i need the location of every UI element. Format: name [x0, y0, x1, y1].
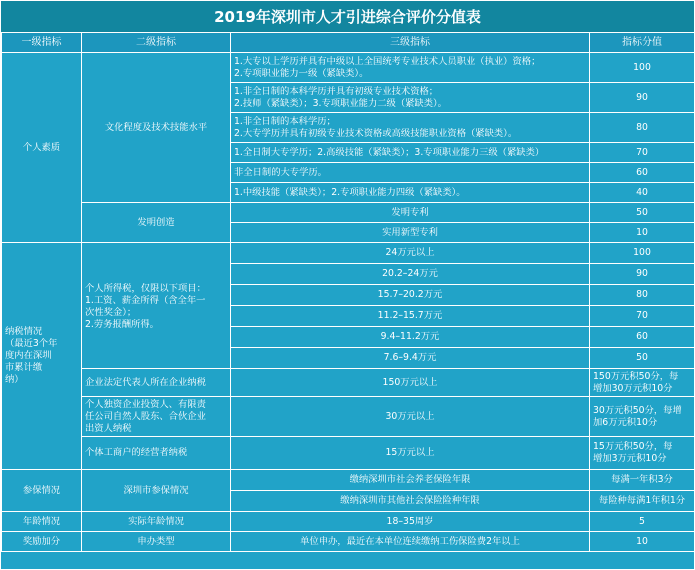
- table-row: [2, 397, 695, 437]
- text-line: 纳税情况: [5, 326, 43, 337]
- level3-cell: 单位申办，最近在本单位连续缴纳工伤保险费2年以上: [231, 532, 590, 552]
- score-cell: 70: [590, 306, 695, 327]
- level3-cell: [231, 53, 590, 83]
- header-level2: 二级指标: [82, 33, 231, 53]
- text-line: 2.大专学历并具有初级专业技术资格或高级技能职业资格（紧缺类）。: [234, 127, 518, 139]
- header-row: [2, 33, 695, 53]
- text-line: 1.非全日制的本科学历并具有初级专业技术资格；: [234, 85, 439, 97]
- text-line: 15万元积50分，每: [593, 441, 673, 452]
- level3-cell: 11.2–15.7万元: [231, 306, 590, 327]
- level2-individual: 个体工商户的经营者纳税: [82, 437, 231, 470]
- score-cell: 10: [590, 532, 695, 552]
- text-line: 2.技师（紧缺类）；3.专项职业能力二级（紧缺类）。: [234, 97, 447, 109]
- level2-education: 文化程度及技术技能水平: [82, 53, 231, 203]
- table-row: [2, 512, 695, 532]
- text-line: 纳）: [5, 374, 24, 385]
- score-cell: 50: [590, 203, 695, 223]
- level3-cell: 1.中级技能（紧缺类）；2.专项职业能力四级（紧缺类）。: [231, 183, 590, 203]
- level3-cell: 15.7–20.2万元: [231, 285, 590, 306]
- level1-personal: 个人素质: [2, 53, 82, 243]
- score-cell: [590, 397, 695, 437]
- level2-income-tax: [82, 243, 231, 369]
- table-row: [2, 437, 695, 470]
- score-cell: 80: [590, 285, 695, 306]
- level2-age: 实际年龄情况: [82, 512, 231, 532]
- level3-cell: 7.6–9.4万元: [231, 348, 590, 369]
- level3-cell: 9.4–11.2万元: [231, 327, 590, 348]
- level1-age: 年龄情况: [2, 512, 82, 532]
- level3-cell: 18–35周岁: [231, 512, 590, 532]
- text-line: （最近3个年: [5, 338, 58, 349]
- text-line: 增加3万元积10分: [593, 453, 667, 464]
- text-line: 次性奖金）；: [85, 307, 137, 318]
- score-cell: 90: [590, 83, 695, 113]
- level3-cell: 15万元以上: [231, 437, 590, 470]
- level3-cell: 发明专利: [231, 203, 590, 223]
- level3-cell: 实用新型专利: [231, 223, 590, 243]
- text-line: 度内在深圳: [5, 350, 52, 361]
- header-level3: 三级指标: [231, 33, 590, 53]
- level1-insurance: 参保情况: [2, 470, 82, 512]
- level3-cell: 20.2–24万元: [231, 264, 590, 285]
- text-line: 增加30万元积10分: [593, 382, 673, 394]
- level1-bonus: 奖励加分: [2, 532, 82, 552]
- text-line: 市累计缴: [5, 362, 43, 373]
- text-line: 任公司自然人股东、合伙企业: [85, 410, 206, 422]
- level2-legal-rep: 企业法定代表人所在企业纳税: [82, 369, 231, 397]
- score-cell: 40: [590, 183, 695, 203]
- score-table: [1, 32, 695, 552]
- score-cell: 10: [590, 223, 695, 243]
- level2-partner: [82, 397, 231, 437]
- level3-cell: 1.全日制大专学历；2.高级技能（紧缺类）；3.专项职业能力三级（紧缺类）: [231, 143, 590, 163]
- table-row: [2, 369, 695, 397]
- text-line: 2.专项职业能力一级（紧缺类）。: [234, 67, 369, 79]
- score-cell: 每满一年积3分: [590, 470, 695, 491]
- text-line: 加6万元积10分: [593, 416, 658, 428]
- level3-cell: 150万元以上: [231, 369, 590, 397]
- score-cell: 80: [590, 113, 695, 143]
- table-row: [2, 470, 695, 491]
- text-line: 1.大专以上学历并具有中级以上全国统考专业技术人员职业（执业）资格；: [234, 55, 541, 67]
- level3-cell: 30万元以上: [231, 397, 590, 437]
- score-cell: 50: [590, 348, 695, 369]
- level1-tax: [2, 243, 82, 470]
- level3-cell: [231, 83, 590, 113]
- score-cell: 70: [590, 143, 695, 163]
- text-line: 1.非全日制的本科学历；: [234, 115, 336, 127]
- score-cell: 90: [590, 264, 695, 285]
- text-line: 2.劳务报酬所得。: [85, 319, 159, 330]
- score-table-panel: [1, 1, 694, 569]
- score-cell: 60: [590, 163, 695, 183]
- header-level1: 一级指标: [2, 33, 82, 53]
- score-cell: 60: [590, 327, 695, 348]
- level2-insurance: 深圳市参保情况: [82, 470, 231, 512]
- header-score: 指标分值: [590, 33, 695, 53]
- level3-cell: 缴纳深圳市社会养老保险年限: [231, 470, 590, 491]
- text-line: 个人所得税，仅限以下项目：: [85, 283, 206, 294]
- score-cell: [590, 437, 695, 470]
- table-row: [2, 203, 695, 223]
- score-cell: 100: [590, 53, 695, 83]
- table-title: 2019年深圳市人才引进综合评价分值表: [1, 1, 694, 32]
- table-row: [2, 53, 695, 83]
- level2-invention: 发明创造: [82, 203, 231, 243]
- level3-cell: 非全日制的大专学历。: [231, 163, 590, 183]
- text-line: 出资人纳税: [85, 422, 132, 434]
- score-cell: 每险种每满1年积1分: [590, 491, 695, 512]
- text-line: 150万元积50分，每: [593, 370, 679, 382]
- score-cell: 5: [590, 512, 695, 532]
- score-cell: [590, 369, 695, 397]
- level2-bonus: 申办类型: [82, 532, 231, 552]
- level3-cell: 24万元以上: [231, 243, 590, 264]
- text-line: 30万元积50分，每增: [593, 404, 682, 416]
- level3-cell: [231, 113, 590, 143]
- text-line: 1.工资、薪金所得（含全年一: [85, 295, 206, 306]
- score-cell: 100: [590, 243, 695, 264]
- table-row: [2, 532, 695, 552]
- level3-cell: 缴纳深圳市其他社会保险险种年限: [231, 491, 590, 512]
- text-line: 个人独资企业投资人、有限责: [85, 398, 206, 410]
- table-row: [2, 243, 695, 264]
